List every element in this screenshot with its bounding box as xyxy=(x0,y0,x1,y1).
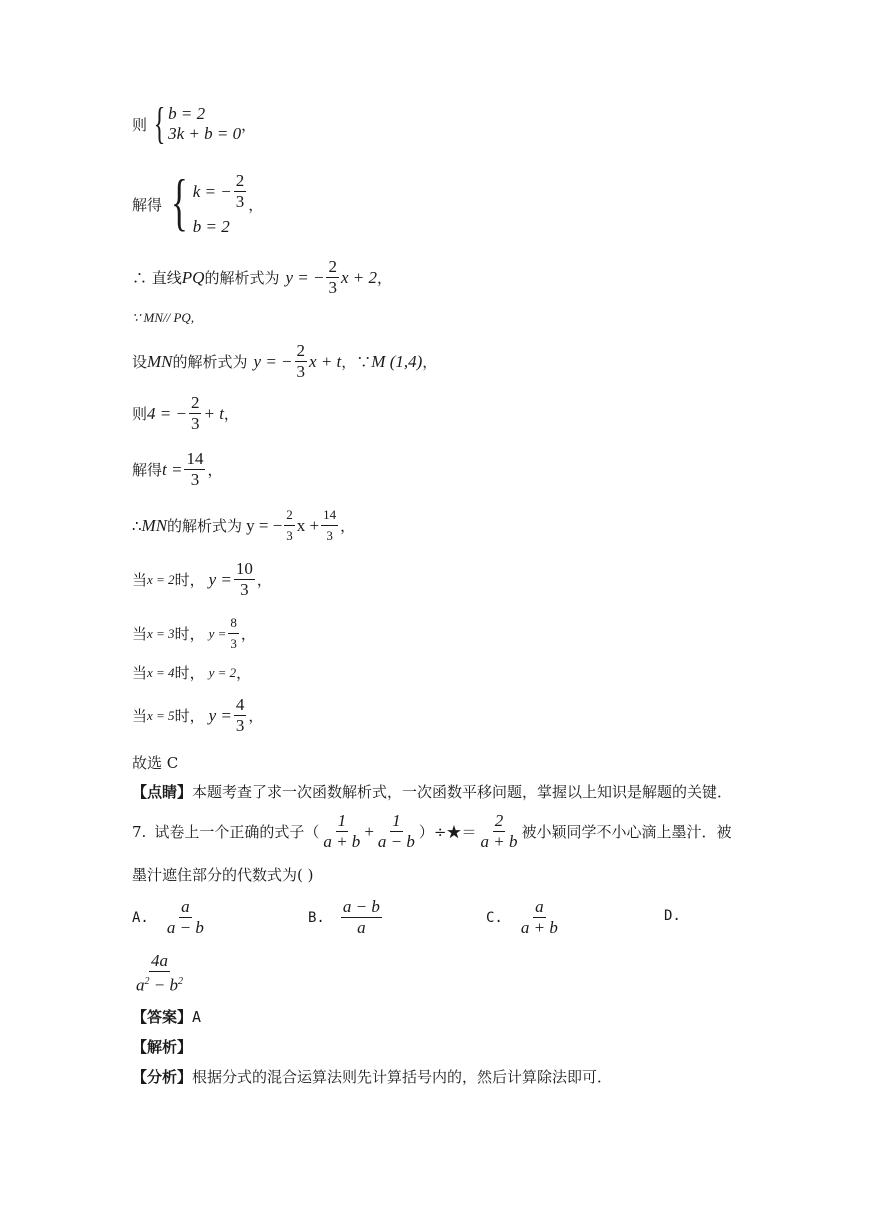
analysis-line: 【分析】 根据分式的混合运算法则先计算括号内的，然后计算除法即可． xyxy=(132,1068,613,1086)
fraction: $\frac{2}{3}$ xyxy=(286,507,293,543)
solution-line-x5: 当 x = 5 时， y = $\frac{4}{3}$ ， xyxy=(132,695,264,735)
question-7-stem: 7. 试卷上一个正确的式子（ $\frac{1}{a + b}$ + $\frac{1}{a - b}$ ）÷★＝ $\frac{2}{a + b}$ 被小颖同学不小心滴上墨汁．被 xyxy=(132,811,732,851)
fraction: $\frac{14}{3}$ xyxy=(186,449,204,489)
fraction: $\frac{8}{3}$ xyxy=(230,615,237,651)
solution-line-x3: 当 x = 3 时， y = $\frac{8}{3}$ ， xyxy=(132,615,256,651)
option-a: A. $\frac{a}{a - b}$ xyxy=(132,897,204,937)
equation-system: { k = − $\frac{2}{3}$ b = 2 xyxy=(170,166,245,237)
answer-tag: 【答案】 xyxy=(132,1008,193,1026)
solution-line-substitute: 则 4 = − $\frac{2}{3}$ + t ， xyxy=(132,393,239,433)
fraction: $\frac{10}{3}$ xyxy=(235,559,253,599)
analysis-header: 【解析】 xyxy=(132,1038,193,1056)
fraction: $\frac{a}{a + b}$ xyxy=(520,897,558,937)
solution-line-system-2: 解得 { k = − $\frac{2}{3}$ b = 2 ， xyxy=(132,166,264,237)
solution-line-mn-final: ∴ MN 的解析式为 y = − $\frac{2}{3}$ x + $\frac{14}{3}$ ， xyxy=(132,507,356,543)
fraction: $\frac{2}{3}$ xyxy=(190,393,200,433)
fraction: $\frac{2}{3}$ xyxy=(328,257,337,297)
solution-line-x4: 当 x = 4 时， y = 2 ， xyxy=(132,664,252,682)
option-d-label: D. xyxy=(664,908,681,924)
comment-tag: 【点睛】 xyxy=(132,783,193,801)
solution-line-t-value: 解得 t = $\frac{14}{3}$ ， xyxy=(132,449,223,489)
equation-system: { b = 2 3k + b = 0 xyxy=(153,99,242,148)
fraction: $\frac{a - b}{a}$ xyxy=(342,897,380,937)
fraction: $\frac{14}{3}$ xyxy=(323,507,337,543)
fraction: $\frac{2}{3}$ xyxy=(235,171,245,211)
answer-value: A xyxy=(192,1007,202,1026)
fraction: $\frac{a}{a - b}$ xyxy=(166,897,204,937)
solution-line-system-1: 则 { b = 2 3k + b = 0 ， xyxy=(132,99,257,148)
solution-line-mn-general: 设 MN 的解析式为 y = − $\frac{2}{3}$ x + t ，∵ M (1,4) ， xyxy=(132,341,438,381)
fraction: $\frac{4a}{a^2 - b^2}$ xyxy=(136,951,183,995)
fraction: $\frac{2}{3}$ xyxy=(296,341,306,381)
solution-choice: 故选 C xyxy=(132,754,179,772)
question-7-stem-line2: 墨汁遮住部分的代数式为( ) xyxy=(132,866,314,884)
option-b: B. $\frac{a - b}{a}$ xyxy=(308,897,380,937)
solution-line-pq: ∴ 直线 PQ 的解析式为 y = − $\frac{2}{3}$ x + 2 ， xyxy=(132,257,393,297)
fraction: $\frac{2}{a + b}$ xyxy=(480,811,518,851)
fraction: $\frac{1}{a - b}$ xyxy=(377,811,415,851)
question-number: 7. xyxy=(132,822,147,841)
answer-line xyxy=(132,1006,201,1027)
fraction: $\frac{4}{3}$ xyxy=(235,695,245,735)
fraction: $\frac{1}{a + b}$ xyxy=(323,811,361,851)
solution-line-parallel: ∵ MN// PQ, xyxy=(132,310,195,325)
comment-line: 【点睛】 本题考查了求一次函数解析式，一次函数平移问题，掌握以上知识是解题的关键． xyxy=(132,783,733,801)
solution-line-x2: 当 x = 2 时， y = $\frac{10}{3}$ ， xyxy=(132,559,272,599)
option-c: C. $\frac{a}{a + b}$ xyxy=(486,897,558,937)
option-d xyxy=(132,952,187,995)
